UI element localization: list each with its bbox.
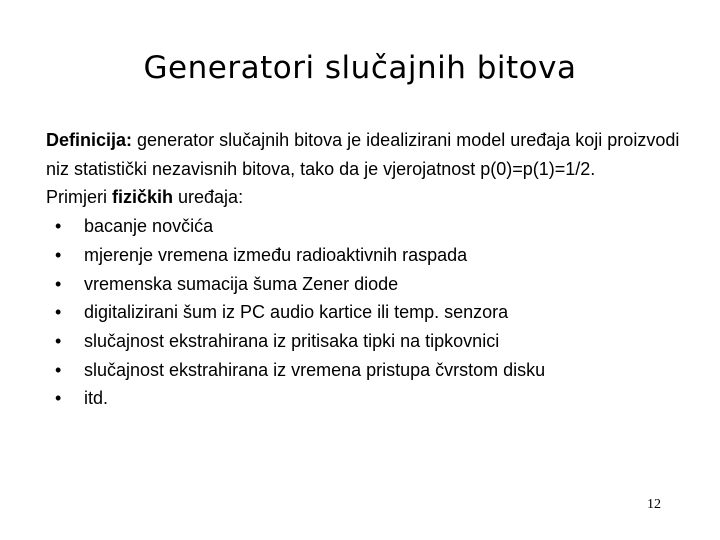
list-item	[46, 327, 686, 356]
examples-intro-before: Primjeri	[46, 187, 112, 208]
list-item	[46, 212, 686, 241]
bullet-icon: •	[55, 330, 62, 351]
definition-label: Definicija:	[46, 130, 133, 150]
examples-intro-bold: fizičkih	[112, 187, 174, 208]
list-item-text: slučajnost ekstrahirana iz pritisaka tipki na tipkovnici	[84, 330, 500, 351]
list-item	[46, 241, 686, 270]
page-number: 12	[647, 497, 661, 512]
definition-text: generator slučajnih bitova je idealizirani model uređaja koji proizvodi niz statistički nezavisnih bitova, tako da je vjerojatnost p(0)=p(1)=1/2.	[46, 130, 680, 179]
bullet-icon: •	[55, 273, 62, 294]
list-item	[46, 356, 686, 385]
list-item	[46, 298, 686, 327]
examples-intro-after: uređaja:	[173, 187, 244, 208]
list-item-text: vremenska sumacija šuma Zener diode	[84, 273, 399, 294]
bullet-icon: •	[55, 216, 62, 237]
list-item-text: slučajnost ekstrahirana iz vremena pristupa čvrstom disku	[84, 359, 546, 380]
bullet-icon: •	[55, 244, 62, 265]
list-item	[46, 384, 686, 413]
list-item-text: mjerenje vremena između radioaktivnih raspada	[84, 244, 468, 265]
slide-content	[46, 126, 686, 413]
bullet-icon: •	[55, 388, 62, 409]
bullet-icon: •	[55, 359, 62, 380]
definition-paragraph	[46, 126, 686, 183]
examples-intro	[46, 183, 686, 212]
bullet-icon: •	[55, 302, 62, 323]
list-item-text: digitalizirani šum iz PC audio kartice ili temp. senzora	[84, 302, 509, 323]
list-item-text: bacanje novčića	[84, 216, 214, 237]
list-item	[46, 270, 686, 299]
slide-title: Generatori slučajnih bitova	[143, 50, 577, 86]
examples-list	[46, 212, 686, 413]
list-item-text: itd.	[84, 388, 109, 409]
